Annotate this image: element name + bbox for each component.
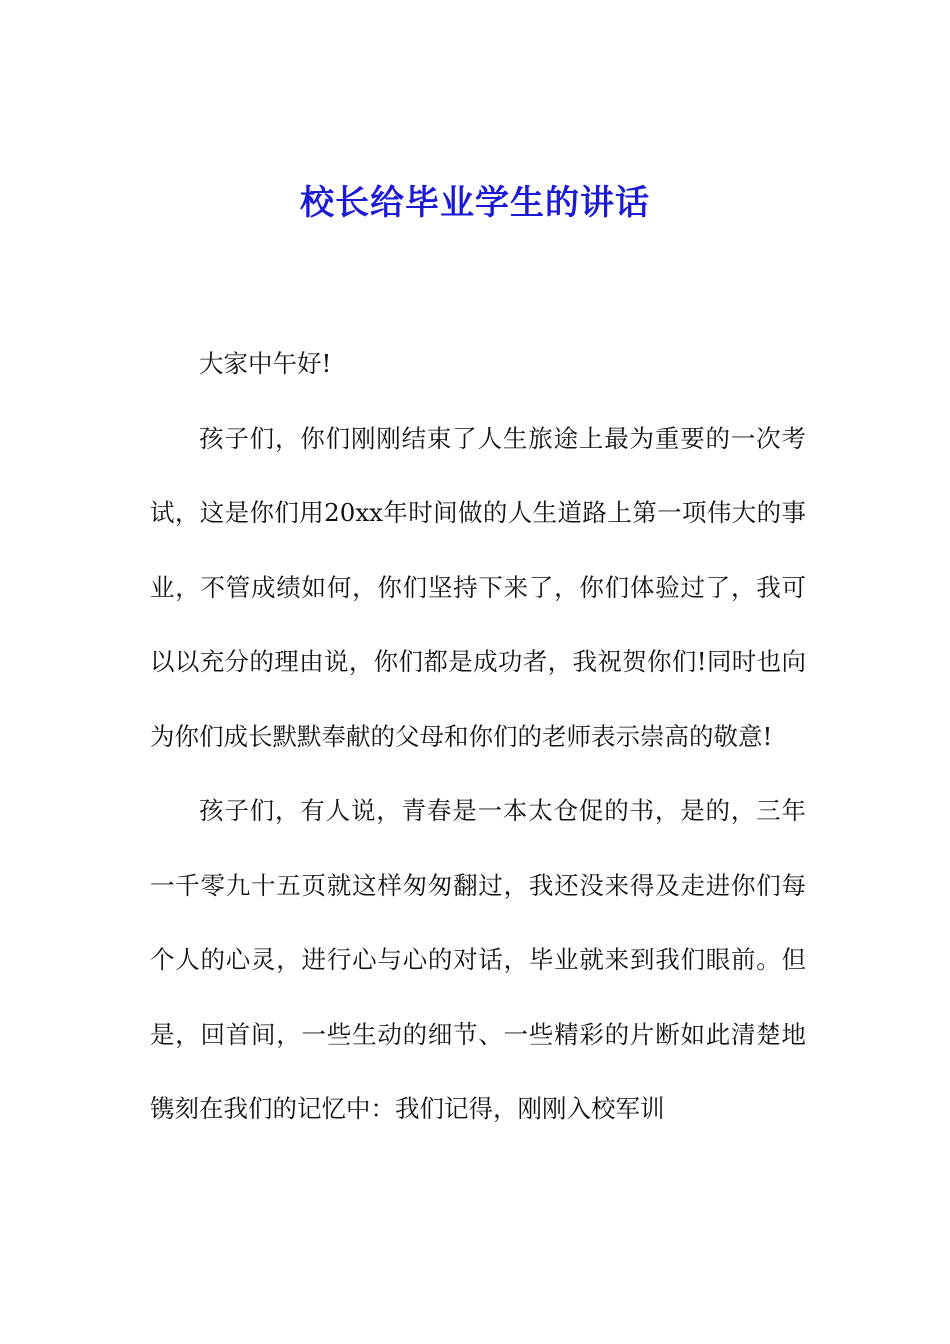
paragraph-congratulations: 孩子们，你们刚刚结束了人生旅途上最为重要的一次考试，这是你们用20xx年时间做的人生道路上第一项伟大的事业，不管成绩如何，你们坚持下来了，你们体验过了，我可以以充分的理由说，你们都是成功者，我祝贺你们!同时也向为你们成长默默奉献的父母和你们的老师表示崇高的敬意! — [150, 423, 806, 751]
paragraph-memories: 孩子们，有人说，青春是一本太仓促的书，是的，三年一千零九十五页就这样匆匆翻过，我还没来得及走进你们每个人的心灵，进行心与心的对话，毕业就来到我们眼前。但是，回首间，一些生动的细节、一些精彩的片断如此清楚地镌刻在我们的记忆中：我们记得，刚刚入校军训 — [150, 796, 806, 1123]
paragraph-greeting: 大家中午好! — [199, 349, 332, 378]
document-body — [150, 327, 806, 1147]
document-title: 校长给毕业学生的讲话 — [300, 183, 650, 223]
